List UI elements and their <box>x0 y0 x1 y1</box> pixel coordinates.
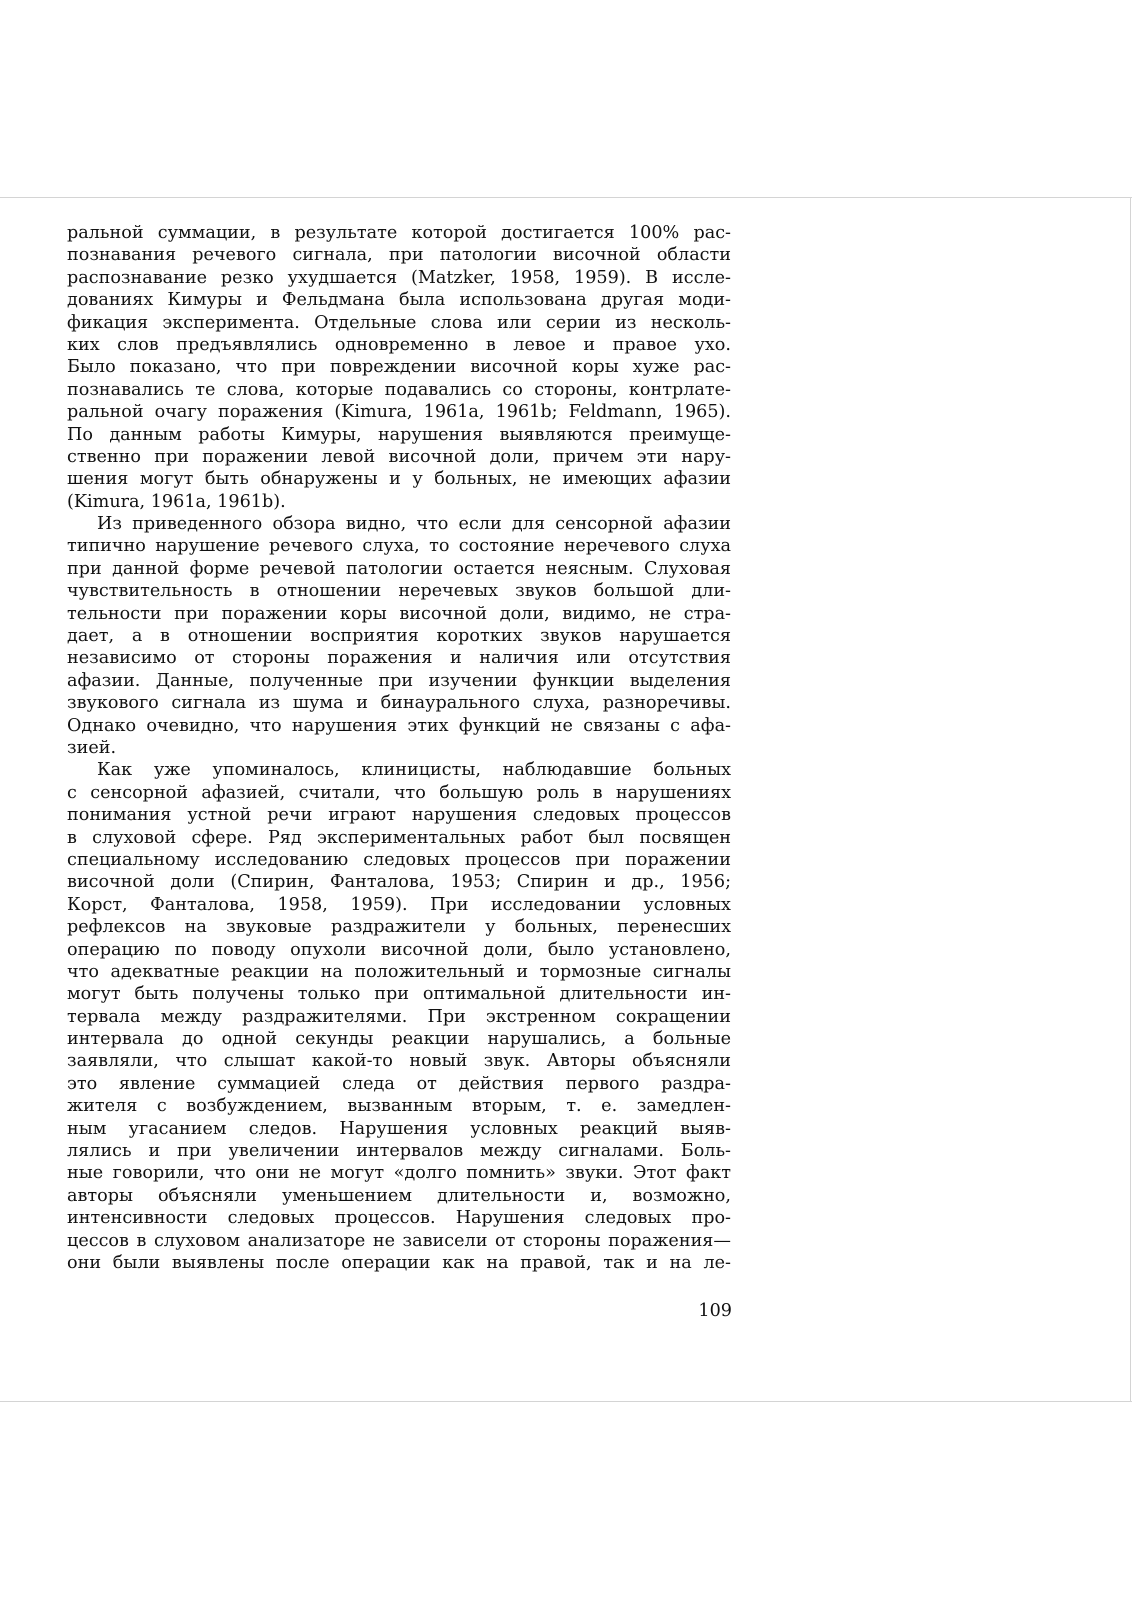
text-line: зией. <box>67 737 117 758</box>
text-line: авторы объясняли уменьшением длительности и, возможно, <box>67 1185 731 1206</box>
body-text <box>67 222 731 1274</box>
page-number: 109 <box>698 1301 732 1321</box>
text-line: дованиях Кимуры и Фельдмана была использована другая моди- <box>67 290 731 311</box>
text-line: это явление суммацией следа от действия первого раздра- <box>67 1073 731 1094</box>
text-line: они были выявлены после операции как на правой, так и на ле- <box>67 1252 731 1273</box>
text-line: жителя с возбуждением, вызванным вторым, т. е. замедлен- <box>67 1096 731 1117</box>
text-line: при данной форме речевой патологии остается неясным. Слуховая <box>67 558 731 579</box>
text-line: интенсивности следовых процессов. Нарушения следовых про- <box>67 1208 731 1229</box>
text-line: распознавание резко ухудшается (Matzker, 1958, 1959). В иссле- <box>67 267 731 288</box>
text-line: ные говорили, что они не могут «долго помнить» звуки. Этот факт <box>67 1163 731 1184</box>
text-line: в слуховой сфере. Ряд экспериментальных работ был посвящен <box>67 827 731 848</box>
text-line: ких слов предъявлялись одновременно в левое и правое ухо. <box>67 334 731 355</box>
text-line: с сенсорной афазией, считали, что большую роль в нарушениях <box>67 782 731 803</box>
text-line: ственно при поражении левой височной доли, причем эти нару- <box>67 446 731 467</box>
text-line: Корст, Фанталова, 1958, 1959). При исследовании условных <box>67 894 731 915</box>
text-line: ральной суммации, в результате которой достигается 100% рас- <box>67 223 731 243</box>
text-line: тельности при поражении коры височной доли, видимо, не стра- <box>67 603 731 624</box>
text-line: операцию по поводу опухоли височной доли, было установлено, <box>67 939 731 960</box>
text-line: тервала между раздражителями. При экстренном сокращении <box>67 1006 731 1027</box>
text-line: афазии. Данные, полученные при изучении функции выделения <box>67 670 731 691</box>
scan-frame-bottom-line <box>0 1401 1132 1402</box>
text-line: ным угасанием следов. Нарушения условных реакций выяв- <box>67 1118 731 1139</box>
text-line: независимо от стороны поражения и наличия или отсутствия <box>67 648 731 669</box>
text-line: шения могут быть обнаружены и у больных, не имеющих афазии <box>67 469 731 490</box>
text-line: могут быть получены только при оптимальной длительности ин- <box>67 984 731 1005</box>
text-line: познавания речевого сигнала, при патологии височной области <box>67 245 731 266</box>
scan-frame-right-line <box>1130 197 1131 1402</box>
text-line: Было показано, что при повреждении височной коры хуже рас- <box>67 357 731 378</box>
text-line: специальному исследованию следовых процессов при поражении <box>67 849 731 870</box>
text-line: понимания устной речи играют нарушения следовых процессов <box>67 805 731 826</box>
text-line: Из приведенного обзора видно, что если для сенсорной афазии <box>97 514 731 535</box>
text-line: Как уже упоминалось, клиницисты, наблюдавшие больных <box>97 760 731 781</box>
text-line: (Kimura, 1961a, 1961b). <box>67 491 286 512</box>
text-line: фикация эксперимента. Отдельные слова или серии из несколь- <box>67 312 731 333</box>
text-line: чувствительность в отношении неречевых звуков большой дли- <box>67 581 731 602</box>
text-line: рефлексов на звуковые раздражители у больных, перенесших <box>67 917 731 938</box>
text-line: звукового сигнала из шума и бинаурального слуха, разноречивы. <box>67 693 731 714</box>
text-line: лялись и при увеличении интервалов между сигналами. Боль- <box>67 1141 731 1162</box>
text-line: дает, а в отношении восприятия коротких звуков нарушается <box>67 626 731 647</box>
text-line: По данным работы Кимуры, нарушения выявляются преимуще- <box>67 424 731 445</box>
text-line: познавались те слова, которые подавались со стороны, контрлате- <box>67 379 731 400</box>
scan-frame-top-line <box>0 197 1132 198</box>
text-line: заявляли, что слышат какой-то новый звук. Авторы объясняли <box>67 1051 731 1072</box>
text-line: что адекватные реакции на положительный и тормозные сигналы <box>67 961 731 982</box>
text-line: ральной очагу поражения (Kimura, 1961a, 1961b; Feldmann, 1965). <box>67 402 731 423</box>
text-line: интервала до одной секунды реакции нарушались, а больные <box>67 1029 731 1050</box>
text-line: височной доли (Спирин, Фанталова, 1953; Спирин и др., 1956; <box>67 872 731 893</box>
text-line: цессов в слуховом анализаторе не зависели от стороны поражения— <box>67 1230 731 1251</box>
text-line: Однако очевидно, что нарушения этих функций не связаны с афа- <box>67 715 731 736</box>
text-line: типично нарушение речевого слуха, то состояние неречевого слуха <box>67 536 731 557</box>
